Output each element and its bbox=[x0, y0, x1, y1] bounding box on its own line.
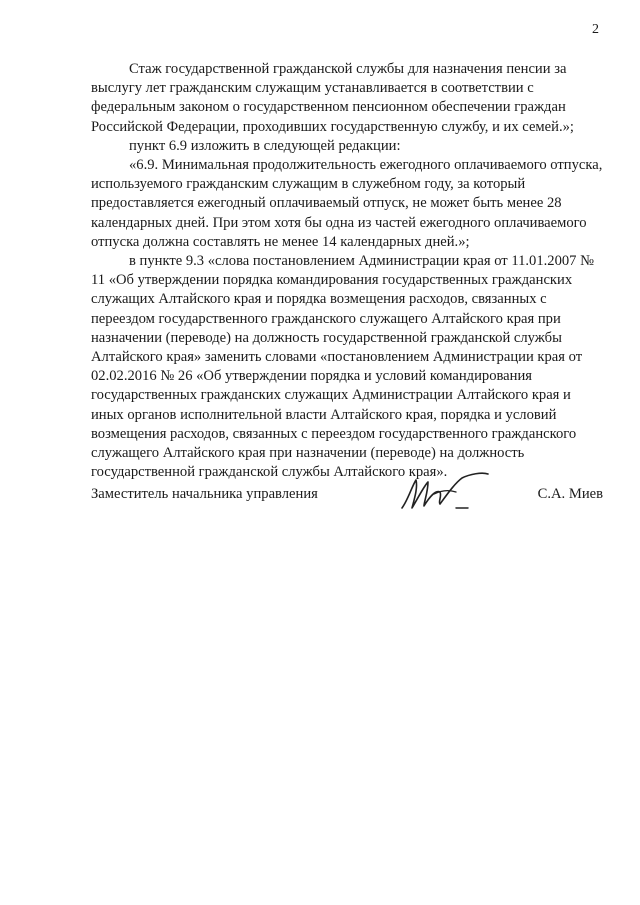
document-body bbox=[91, 60, 603, 482]
paragraph-clause-9-3: в пункте 9.3 «слова постановлением Администрации края от 11.01.2007 № 11 «Об утверждении порядка командирования государственных гражданских служащих Алтайского края и порядка возмещения расходов, связанных с переездом государственного гражданского служащего Алтайского края при назначении (переводе) на должность государственной гражданской службы Алтайского края» заменить словами «постановлением Администрации края от 02.02.2016 № 26 «Об утверждении порядка и условий командирования государственных гражданских служащих Администрации Алтайского края и иных органов исполнительной власти Алтайского края, порядка и условий возмещения расходов, связанных с переездом государственного гражданского служащего Алтайского края при назначении (переводе) на должность государственной гражданской службы Алтайского края». bbox=[91, 253, 595, 481]
signatory-name: С.А. Миев bbox=[537, 486, 603, 502]
page-number: 2 bbox=[592, 22, 599, 37]
paragraph-pension-service: Стаж государственной гражданской службы для назначения пенсии за выслугу лет гражданским служащим устанавливается в соответствии с федеральным законом о государственном пенсионном обеспечении граждан Российской Федерации, проходивших государственную службу, и их семей.»; bbox=[91, 61, 574, 135]
signature-block bbox=[91, 470, 603, 516]
handwritten-signature-icon bbox=[398, 470, 490, 512]
signatory-position: Заместитель начальника управления bbox=[91, 486, 318, 502]
paragraph-clause-6-9-text: «6.9. Минимальная продолжительность ежегодного оплачиваемого отпуска, используемого гражданским служащим в служебном году, за который предоставляется ежегодный оплачиваемый отпуск, не может быть менее 28 календарных дней. При этом хотя бы одна из частей ежегодного оплачиваемого отпуска должна составлять не менее 14 календарных дней.»; bbox=[91, 157, 603, 250]
paragraph-clause-6-9-intro: пункт 6.9 изложить в следующей редакции: bbox=[129, 137, 401, 154]
